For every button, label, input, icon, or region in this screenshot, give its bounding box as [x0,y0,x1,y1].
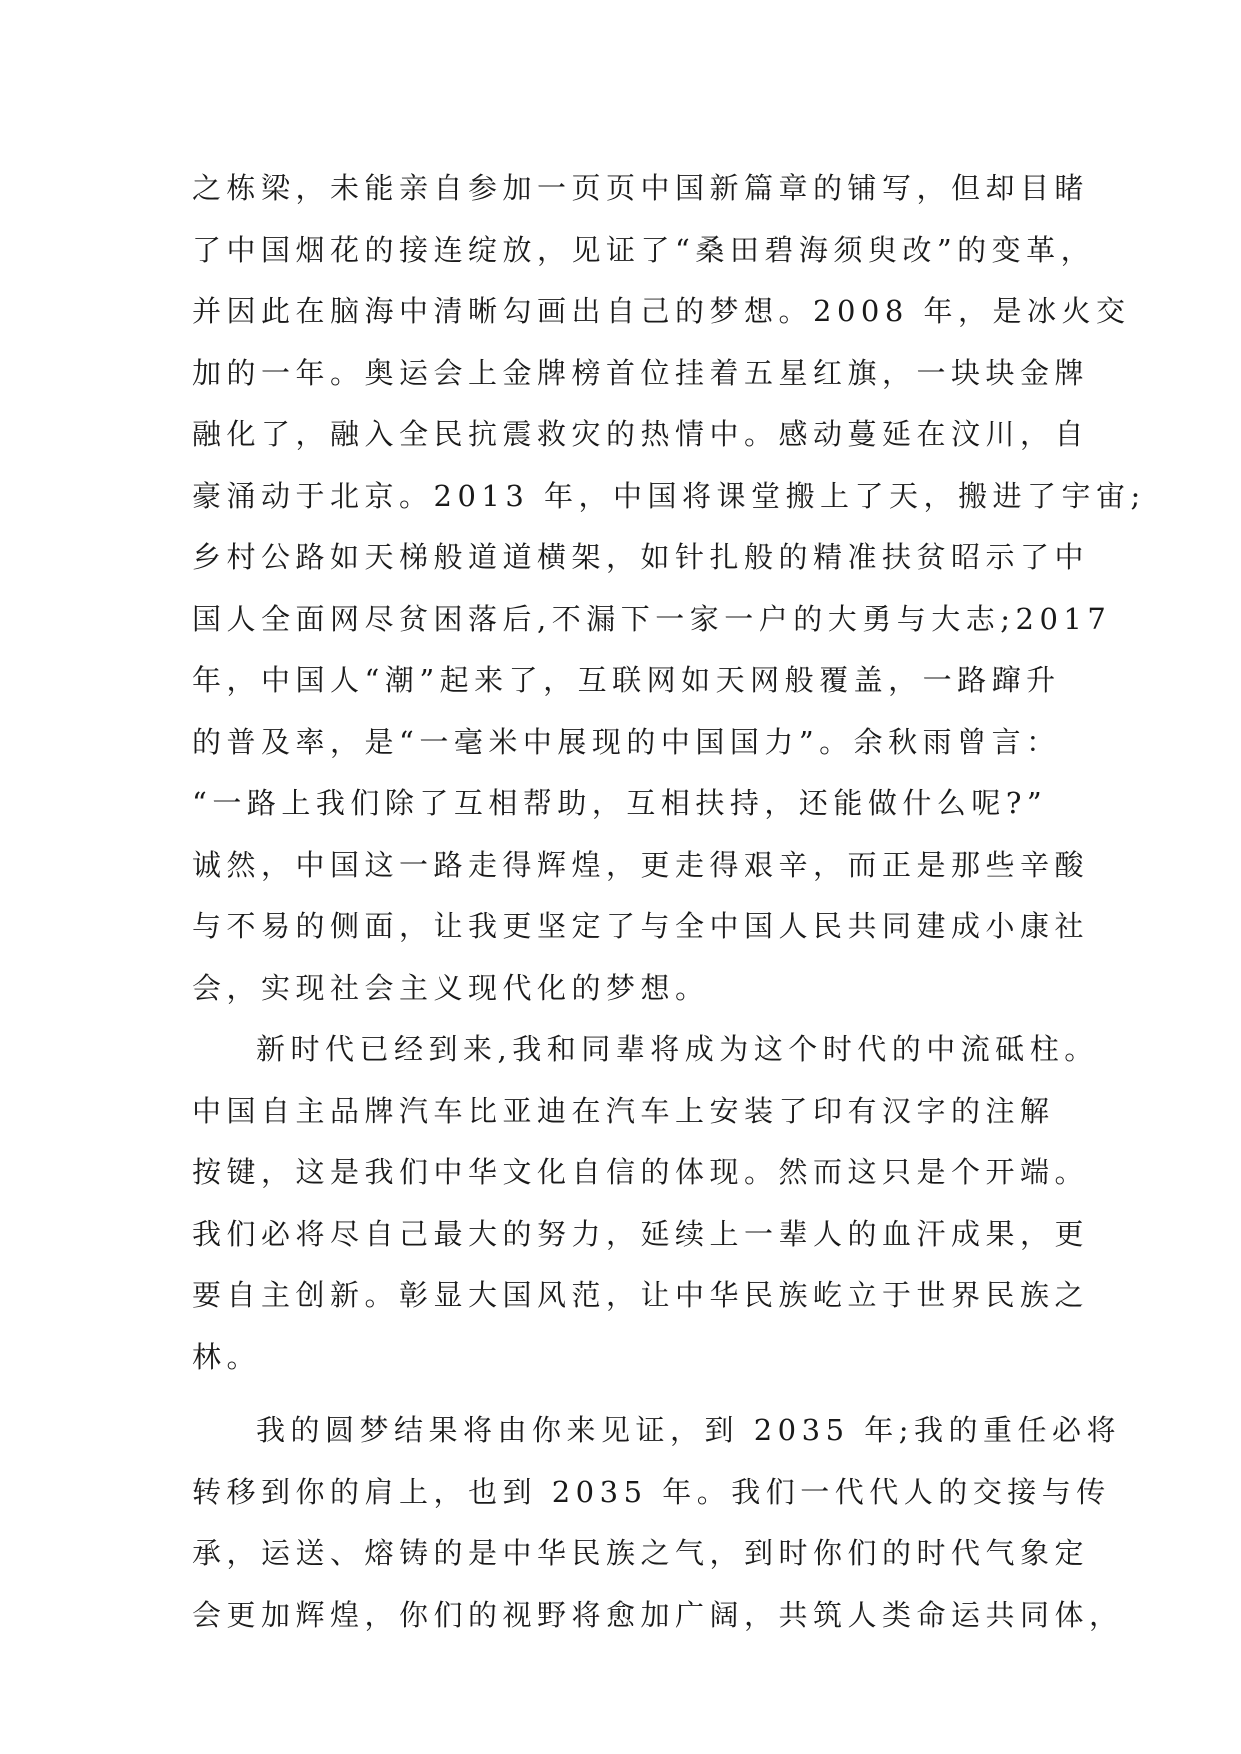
text-line: 并因此在脑海中清晰勾画出自己的梦想。2008 年，是冰火交 [192,294,1131,328]
text-line: 会，实现社会主义现代化的梦想。 [192,970,710,1005]
text-line: 新时代已经到来,我和同辈将成为这个时代的中流砥柱。 [256,1032,1099,1066]
paragraph-gap [192,1388,1072,1400]
text-line: 转移到你的肩上，也到 2035 年。我们一代代人的交接与传 [192,1474,1111,1509]
paragraph-3 [192,1400,1124,1646]
text-line: 融化了，融入全民抗震救灾的热情中。感动蔓延在汶川，自 [192,417,1090,451]
text-line: 之栋梁，未能亲自参加一页页中国新篇章的铺写，但却目睹 [192,171,1090,205]
text-line: 加的一年。奥运会上金牌榜首位挂着五星红旗，一块块金牌 [192,355,1090,390]
text-line: 林。 [192,1339,262,1374]
text-line: 要自主创新。彰显大国风范，让中华民族屹立于世界民族之 [192,1278,1090,1312]
text-line: 国人全面网尽贫困落后,不漏下一家一户的大勇与大志;2017 [192,601,1112,636]
text-line: 与不易的侧面，让我更坚定了与全中国人民共同建成小康社 [192,909,1090,943]
text-line: 会更加辉煌，你们的视野将愈加广阔，共筑人类命运共同体， [192,1597,1124,1632]
text-line: 的普及率，是“一毫米中展现的中国国力”。余秋雨曾言： [192,724,1061,759]
document-body [192,158,1146,1646]
paragraph-1 [192,158,1146,1019]
text-line: 按键，这是我们中华文化自信的体现。然而这只是个开端。 [192,1155,1090,1189]
text-line: 年，中国人“潮”起来了，互联网如天网般覆盖，一路蹿升 [192,663,1061,697]
text-line: 中国自主品牌汽车比亚迪在汽车上安装了印有汉字的注解 [192,1093,1055,1128]
text-line: 乡村公路如天梯般道道横架，如针扎般的精准扶贫昭示了中 [192,540,1090,574]
text-line: 豪涌动于北京。2013 年，中国将课堂搬上了天，搬进了宇宙; [192,478,1146,513]
text-line: 我们必将尽自己最大的努力，延续上一辈人的血汗成果，更 [192,1216,1090,1251]
text-line: 承，运送、熔铸的是中华民族之气，到时你们的时代气象定 [192,1536,1090,1570]
text-line: 我的圆梦结果将由你来见证，到 2035 年;我的重任必将 [256,1413,1122,1447]
text-line: 了中国烟花的接连绽放，见证了“桑田碧海须臾改”的变革， [192,232,1096,267]
text-line: 诚然，中国这一路走得辉煌，更走得艰辛，而正是那些辛酸 [192,847,1090,882]
text-line: “一路上我们除了互相帮助，互相扶持，还能做什么呢?” [192,786,1048,820]
paragraph-2 [192,1019,1099,1388]
